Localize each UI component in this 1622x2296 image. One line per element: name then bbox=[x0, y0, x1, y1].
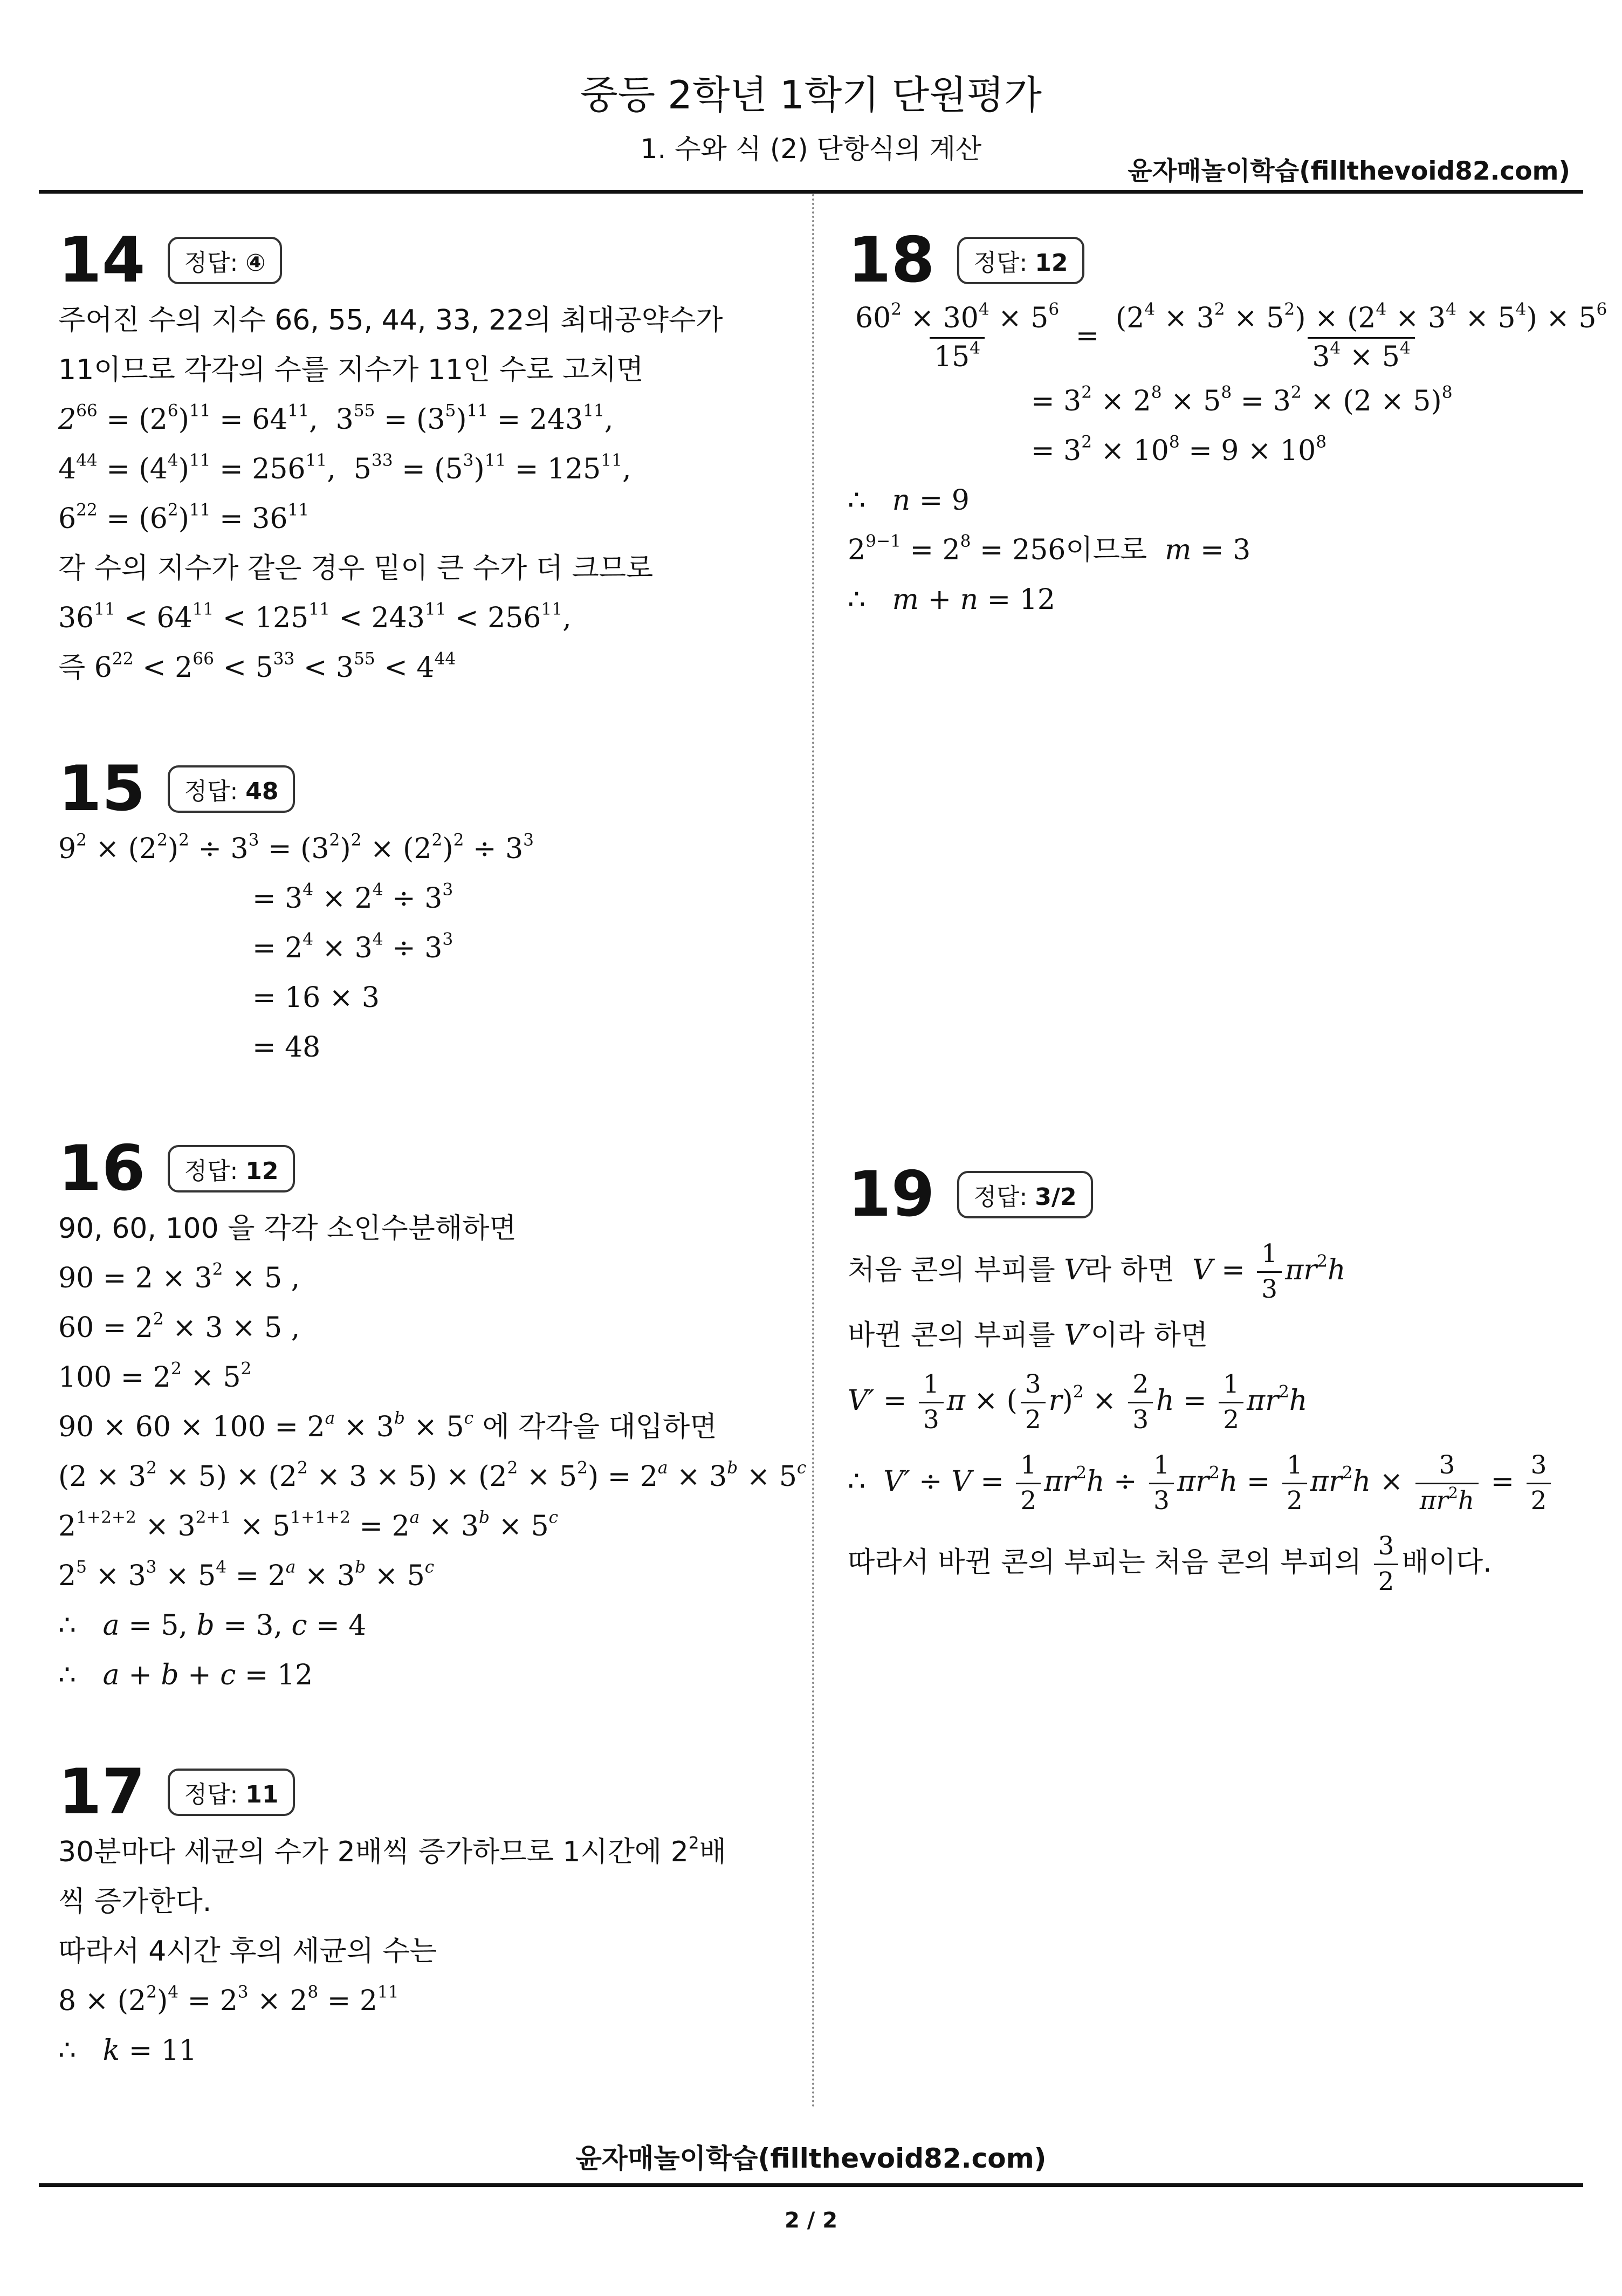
math-line: ∴ m + n = 12 bbox=[848, 584, 1055, 616]
math-line: $90 \times 60 \times 100 = 2^a \times 3^b \times 5^c$ 에 각각을 대입하면 bbox=[58, 1408, 717, 1443]
math-line: $9^2 \times (2^2)^2 \div 3^3 = (3^2)^2 \times (2^2)^2 \div 3^3$ bbox=[58, 830, 534, 865]
math-line: = $2^4 \times 3^4 \div 3^3$ bbox=[252, 929, 453, 964]
solution-text: 배 bbox=[699, 1836, 726, 1868]
solution-text: 라 하면 bbox=[1084, 1254, 1175, 1286]
problem-number: 17 bbox=[58, 1756, 146, 1828]
math-line: $4^{44} = (4^4)^{11} = 256^{11}$, $5^{33} = (5^3)^{11} = 125^{11}$, bbox=[58, 450, 631, 485]
answer-label: 정답: bbox=[184, 1781, 238, 1808]
page-subtitle: 1. 수와 식 (2) 단항식의 계산 bbox=[640, 133, 982, 165]
answer-value: 12 bbox=[1035, 249, 1068, 277]
problem-number: 15 bbox=[58, 752, 146, 825]
solution-body bbox=[58, 296, 723, 693]
solution-text: 처음 콘의 부피를 bbox=[848, 1254, 1055, 1286]
solution-line: 각 수의 지수가 같은 경우 밑이 큰 수가 더 크므로 bbox=[58, 552, 654, 585]
math-line: $2^{66} = (2^6)^{11} = 64^{11}$, $3^{55} = (3^5)^{11} = 243^{11}$, bbox=[58, 401, 614, 436]
math-line: $2^{9-1} = 2^8 = 256$이므로 m = 3 bbox=[848, 531, 1251, 566]
column-divider bbox=[812, 194, 814, 2109]
answer-box bbox=[168, 1145, 294, 1192]
solution-body bbox=[848, 296, 1614, 625]
solution-body bbox=[848, 1230, 1554, 1603]
page-number: 2 / 2 bbox=[784, 2208, 838, 2233]
math-line: ∴ a + b + c = 12 bbox=[58, 1659, 313, 1691]
math-line: $6^{22} = (6^2)^{11} = 36^{11}$ bbox=[58, 500, 310, 535]
solution-line: 따라서 4시간 후의 세균의 수는 bbox=[58, 1935, 437, 1968]
problem-number: 18 bbox=[848, 224, 935, 297]
answer-value: ④ bbox=[245, 249, 266, 277]
math-line: $36^{11} < 64^{11} < 125^{11} < 243^{11} < 256^{11}$, bbox=[58, 599, 572, 634]
math-line: $\frac{60^2 \times 30^4 \times 5^6}{15^4}$ = $\frac{(2^4 \times 3^2 \times 5^2) \times (2^4 \times 3^4 \times 5^4) \times 5^6}{3^4 \times 5^4}$ bbox=[855, 299, 1607, 373]
solution-line: 씩 증가한다. bbox=[58, 1886, 212, 1918]
solution-body bbox=[58, 824, 534, 1072]
problem-number: 19 bbox=[848, 1158, 935, 1231]
answer-box bbox=[168, 237, 281, 284]
math-line: 따라서 바뀐 콘의 부피는 처음 콘의 부피의 $\frac{3}{2}$ 배이다. bbox=[848, 1531, 1492, 1596]
math-line: = 48 bbox=[252, 1031, 321, 1064]
math-line: = $3^2 \times 10^8 = 9 \times 10^8$ bbox=[1031, 432, 1327, 467]
answer-label: 정답: bbox=[973, 1183, 1028, 1211]
problem-14 bbox=[58, 225, 723, 693]
footer-site-label: 윤자매놀이학습(fillthevoid82.com) bbox=[575, 2143, 1047, 2174]
math-line: 바뀐 콘의 부피를 V′이라 하면 bbox=[848, 1319, 1208, 1352]
math-line: $100 = 2^2 \times 5^2$ bbox=[58, 1359, 252, 1394]
math-line: = $3^2 \times 2^8 \times 5^8 = 3^2 \times (2 \times 5)^8$ bbox=[1031, 382, 1453, 417]
answer-label: 정답: bbox=[973, 249, 1028, 277]
solution-text: 바뀐 콘의 부피를 bbox=[848, 1319, 1055, 1352]
solution-body bbox=[58, 1827, 726, 2075]
footer-rule bbox=[39, 2183, 1583, 2187]
solution-text: 이라 하면 bbox=[1090, 1319, 1208, 1352]
solution-text: 에 각각을 대입하면 bbox=[482, 1411, 717, 1443]
answer-box bbox=[168, 1769, 294, 1816]
math-line: $90 = 2 \times 3^2 \times 5$ , bbox=[58, 1259, 300, 1294]
math-line: $8 \times (2^2)^4 = 2^3 \times 2^8 = 2^{11}$ bbox=[58, 1982, 399, 2017]
solution-body bbox=[58, 1204, 806, 1700]
math-line: = 16 × 3 bbox=[252, 982, 380, 1014]
math-line: ∴ a = 5, b = 3, c = 4 bbox=[58, 1609, 367, 1642]
answer-value: 48 bbox=[245, 778, 279, 805]
math-line: $60 = 2^2 \times 3 \times 5$ , bbox=[58, 1309, 300, 1344]
solution-text: 30분마다 세균의 수가 2배씩 증가하므로 1시간에 bbox=[58, 1836, 662, 1868]
answer-box bbox=[957, 1171, 1092, 1218]
math-line: ∴ V′ ÷ V = $\frac{1}{2}$ $\pi r^2h$ ÷ $\frac{1}{3}$ $\pi r^2h$ = $\frac{1}{2}$ $\pi r^2h$ × $\frac{3}{\pi r^2h}$ = $\frac{3}{2}$ bbox=[848, 1441, 1554, 1522]
math-line: $(2 \times 3^2 \times 5) \times (2^2 \times 3 \times 5) \times (2^2 \times 5^2) = 2^a \times 3^b \times 5^c$ bbox=[58, 1458, 807, 1493]
answer-label: 정답: bbox=[184, 249, 238, 277]
header-site-label: 윤자매놀이학습(fillthevoid82.com) bbox=[1128, 156, 1570, 186]
solution-line: 90, 60, 100 을 각각 소인수분해하면 bbox=[58, 1212, 517, 1245]
solution-line: 11이므로 각각의 수를 지수가 11인 수로 고치면 bbox=[58, 354, 644, 386]
solution-text: 따라서 바뀐 콘의 부피는 처음 콘의 부피의 bbox=[848, 1546, 1362, 1579]
answer-label: 정답: bbox=[184, 778, 238, 805]
problem-18 bbox=[848, 225, 1614, 625]
solution-line: 30분마다 세균의 수가 2배씩 증가하므로 1시간에 $2^2$배 bbox=[58, 1833, 726, 1868]
solution-text: 이므로 bbox=[1066, 534, 1147, 566]
problem-19 bbox=[848, 1160, 1554, 1603]
math-line: $2^{1+2+2} \times 3^{2+1} \times 5^{1+1+2} = 2^a \times 3^b \times 5^c$ bbox=[58, 1507, 559, 1543]
problem-15 bbox=[58, 754, 534, 1072]
math-line: ∴ n = 9 bbox=[848, 484, 970, 517]
math-line: = $3^4 \times 2^4 \div 3^3$ bbox=[252, 880, 453, 915]
math-line: ∴ k = 11 bbox=[58, 2034, 197, 2067]
answer-value: 11 bbox=[245, 1781, 279, 1808]
math-line: V′ = $\frac{1}{3}$ π × ( $\frac{3}{2}$ r)$^2$ × $\frac{2}{3}$ h = $\frac{1}{2}$ $\pi r^2h$ bbox=[848, 1369, 1308, 1435]
answer-box bbox=[168, 765, 294, 813]
problem-number: 14 bbox=[58, 224, 146, 297]
solution-line: 주어진 수의 지수 66, 55, 44, 33, 22의 최대공약수가 bbox=[58, 304, 723, 337]
math-line: 처음 콘의 부피를 V라 하면 V = $\frac{1}{3}$ $\pi r^2h$ bbox=[848, 1239, 1346, 1304]
problem-16 bbox=[58, 1134, 806, 1700]
answer-value: 12 bbox=[245, 1157, 279, 1185]
page-title: 중등 2학년 1학기 단원평가 bbox=[580, 72, 1042, 118]
answer-label: 정답: bbox=[184, 1157, 238, 1185]
math-line: 즉 $6^{22} < 2^{66} < 5^{33} < 3^{55} < 4^{44}$ bbox=[58, 649, 456, 684]
problem-number: 16 bbox=[58, 1132, 146, 1205]
math-line: $2^5 \times 3^3 \times 5^4 = 2^a \times 3^b \times 5^c$ bbox=[58, 1557, 435, 1592]
problem-17 bbox=[58, 1757, 726, 2075]
answer-box bbox=[957, 237, 1084, 284]
solution-text: 배이다. bbox=[1401, 1546, 1492, 1579]
header-rule bbox=[39, 190, 1583, 194]
answer-value: 3/2 bbox=[1035, 1183, 1077, 1211]
